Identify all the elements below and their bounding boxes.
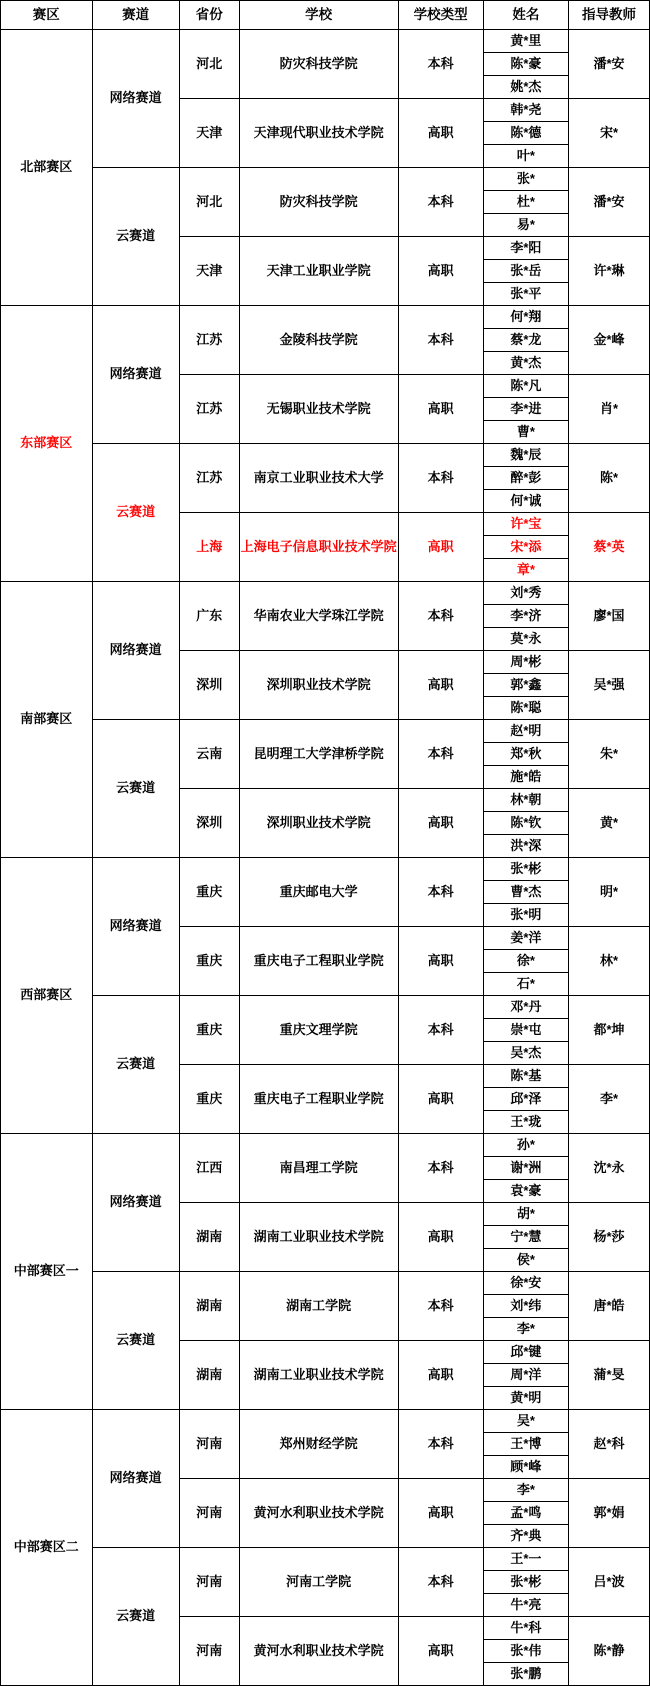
student-name-cell: 陈*德 [483, 122, 568, 145]
school-cell: 黄河水利职业技术学院 [239, 1479, 398, 1548]
school-cell: 湖南工业职业技术学院 [239, 1341, 398, 1410]
school-cell: 重庆邮电大学 [239, 858, 398, 927]
student-name-cell: 李* [483, 1479, 568, 1502]
school-type-cell: 本科 [398, 444, 483, 513]
school-cell: 重庆电子工程职业学院 [239, 1065, 398, 1134]
student-name-cell: 李*阳 [483, 237, 568, 260]
teacher-cell: 金*峰 [568, 306, 649, 375]
student-name-cell: 黄*明 [483, 1387, 568, 1410]
student-name-cell: 陈*聪 [483, 697, 568, 720]
teacher-cell: 许*琳 [568, 237, 649, 306]
student-name-cell: 顾*峰 [483, 1456, 568, 1479]
student-name-cell: 胡* [483, 1203, 568, 1226]
province-cell: 重庆 [179, 858, 239, 927]
school-cell: 天津工业职业学院 [239, 237, 398, 306]
province-cell: 河南 [179, 1548, 239, 1617]
track-cell: 云赛道 [92, 720, 179, 858]
student-name-cell: 洪*深 [483, 835, 568, 858]
student-name-cell: 陈*基 [483, 1065, 568, 1088]
track-cell: 云赛道 [92, 1272, 179, 1410]
student-name-cell: 王*一 [483, 1548, 568, 1571]
student-name-cell: 张*彬 [483, 1571, 568, 1594]
school-cell: 上海电子信息职业技术学院 [239, 513, 398, 582]
student-name-cell: 章* [483, 559, 568, 582]
student-name-cell: 谢*洲 [483, 1157, 568, 1180]
school-type-cell: 高职 [398, 1617, 483, 1686]
teacher-cell: 朱* [568, 720, 649, 789]
student-name-cell: 醉*彭 [483, 467, 568, 490]
school-type-cell: 本科 [398, 582, 483, 651]
column-header-teacher: 指导教师 [568, 1, 649, 30]
province-cell: 天津 [179, 237, 239, 306]
student-name-cell: 徐*安 [483, 1272, 568, 1295]
region-cell: 中部赛区二 [1, 1410, 93, 1686]
student-name-cell: 林*朝 [483, 789, 568, 812]
province-cell: 深圳 [179, 789, 239, 858]
student-name-cell: 叶* [483, 145, 568, 168]
school-cell: 南昌理工学院 [239, 1134, 398, 1203]
table-row [1, 1272, 650, 1295]
track-cell: 网络赛道 [92, 1134, 179, 1272]
table-row [1, 306, 650, 329]
student-name-cell: 张*伟 [483, 1640, 568, 1663]
track-cell: 网络赛道 [92, 858, 179, 996]
teacher-cell: 赵*科 [568, 1410, 649, 1479]
school-cell: 湖南工业职业技术学院 [239, 1203, 398, 1272]
province-cell: 深圳 [179, 651, 239, 720]
table-row [1, 1410, 650, 1433]
student-name-cell: 赵*明 [483, 720, 568, 743]
track-cell: 云赛道 [92, 444, 179, 582]
province-cell: 江西 [179, 1134, 239, 1203]
teacher-cell: 杨*莎 [568, 1203, 649, 1272]
table-body [1, 30, 650, 1686]
student-name-cell: 姜*洋 [483, 927, 568, 950]
province-cell: 河南 [179, 1479, 239, 1548]
track-cell: 网络赛道 [92, 1410, 179, 1548]
school-cell: 天津现代职业技术学院 [239, 99, 398, 168]
column-header-province: 省份 [179, 1, 239, 30]
student-name-cell: 陈*钦 [483, 812, 568, 835]
school-cell: 重庆文理学院 [239, 996, 398, 1065]
teacher-cell: 蔡*英 [568, 513, 649, 582]
table-header-row [1, 1, 650, 30]
column-header-name: 姓名 [483, 1, 568, 30]
student-name-cell: 张*明 [483, 904, 568, 927]
school-type-cell: 高职 [398, 375, 483, 444]
school-cell: 金陵科技学院 [239, 306, 398, 375]
teacher-cell: 潘*安 [568, 30, 649, 99]
teacher-cell: 吴*强 [568, 651, 649, 720]
province-cell: 江苏 [179, 444, 239, 513]
student-name-cell: 黄*里 [483, 30, 568, 53]
track-cell: 云赛道 [92, 168, 179, 306]
region-cell: 东部赛区 [1, 306, 93, 582]
school-type-cell: 高职 [398, 237, 483, 306]
school-type-cell: 高职 [398, 1203, 483, 1272]
school-type-cell: 高职 [398, 1341, 483, 1410]
student-name-cell: 易* [483, 214, 568, 237]
province-cell: 重庆 [179, 1065, 239, 1134]
teacher-cell: 肖* [568, 375, 649, 444]
school-cell: 防灾科技学院 [239, 168, 398, 237]
student-name-cell: 刘*纬 [483, 1295, 568, 1318]
school-type-cell: 高职 [398, 789, 483, 858]
province-cell: 天津 [179, 99, 239, 168]
school-cell: 湖南工学院 [239, 1272, 398, 1341]
table-row [1, 720, 650, 743]
student-name-cell: 宋*添 [483, 536, 568, 559]
teacher-cell: 沈*永 [568, 1134, 649, 1203]
track-cell: 网络赛道 [92, 582, 179, 720]
province-cell: 重庆 [179, 927, 239, 996]
student-name-cell: 张*鹏 [483, 1663, 568, 1686]
school-cell: 郑州财经学院 [239, 1410, 398, 1479]
region-cell: 北部赛区 [1, 30, 93, 306]
student-name-cell: 何*诚 [483, 490, 568, 513]
teacher-cell: 唐*皓 [568, 1272, 649, 1341]
student-name-cell: 张*平 [483, 283, 568, 306]
table-row [1, 1134, 650, 1157]
school-cell: 深圳职业技术学院 [239, 789, 398, 858]
table-row [1, 444, 650, 467]
province-cell: 湖南 [179, 1272, 239, 1341]
student-name-cell: 蔡*龙 [483, 329, 568, 352]
school-cell: 深圳职业技术学院 [239, 651, 398, 720]
student-name-cell: 李*济 [483, 605, 568, 628]
student-name-cell: 陈*凡 [483, 375, 568, 398]
table-row [1, 858, 650, 881]
province-cell: 江苏 [179, 306, 239, 375]
region-cell: 南部赛区 [1, 582, 93, 858]
student-name-cell: 许*宝 [483, 513, 568, 536]
teacher-cell: 郭*娟 [568, 1479, 649, 1548]
student-name-cell: 张*岳 [483, 260, 568, 283]
province-cell: 重庆 [179, 996, 239, 1065]
teacher-cell: 林* [568, 927, 649, 996]
track-cell: 网络赛道 [92, 306, 179, 444]
table-row [1, 996, 650, 1019]
student-name-cell: 魏*辰 [483, 444, 568, 467]
province-cell: 河南 [179, 1617, 239, 1686]
school-type-cell: 本科 [398, 306, 483, 375]
student-name-cell: 吴*杰 [483, 1042, 568, 1065]
student-name-cell: 莫*永 [483, 628, 568, 651]
student-name-cell: 邓*丹 [483, 996, 568, 1019]
province-cell: 云南 [179, 720, 239, 789]
province-cell: 上海 [179, 513, 239, 582]
student-name-cell: 李*进 [483, 398, 568, 421]
track-cell: 云赛道 [92, 996, 179, 1134]
column-header-region: 赛区 [1, 1, 93, 30]
student-name-cell: 齐*典 [483, 1525, 568, 1548]
school-type-cell: 本科 [398, 1548, 483, 1617]
student-name-cell: 崇*屯 [483, 1019, 568, 1042]
teacher-cell: 李* [568, 1065, 649, 1134]
school-cell: 南京工业职业技术大学 [239, 444, 398, 513]
student-name-cell: 牛*亮 [483, 1594, 568, 1617]
student-name-cell: 侯* [483, 1249, 568, 1272]
school-type-cell: 本科 [398, 1134, 483, 1203]
province-cell: 河北 [179, 30, 239, 99]
school-type-cell: 高职 [398, 1065, 483, 1134]
student-name-cell: 韩*尧 [483, 99, 568, 122]
teacher-cell: 蒲*旻 [568, 1341, 649, 1410]
student-name-cell: 王*博 [483, 1433, 568, 1456]
table-row [1, 168, 650, 191]
student-name-cell: 郑*秋 [483, 743, 568, 766]
region-cell: 中部赛区一 [1, 1134, 93, 1410]
school-type-cell: 本科 [398, 720, 483, 789]
student-name-cell: 邱*键 [483, 1341, 568, 1364]
teacher-cell: 吕*波 [568, 1548, 649, 1617]
province-cell: 河南 [179, 1410, 239, 1479]
table-row [1, 582, 650, 605]
school-cell: 黄河水利职业技术学院 [239, 1617, 398, 1686]
school-cell: 无锡职业技术学院 [239, 375, 398, 444]
province-cell: 湖南 [179, 1341, 239, 1410]
student-name-cell: 石* [483, 973, 568, 996]
teacher-cell: 黄* [568, 789, 649, 858]
student-name-cell: 王*珑 [483, 1111, 568, 1134]
track-cell: 网络赛道 [92, 30, 179, 168]
student-name-cell: 曹*杰 [483, 881, 568, 904]
track-cell: 云赛道 [92, 1548, 179, 1686]
region-cell: 西部赛区 [1, 858, 93, 1134]
student-name-cell: 周*彬 [483, 651, 568, 674]
student-name-cell: 何*翔 [483, 306, 568, 329]
student-name-cell: 张* [483, 168, 568, 191]
teacher-cell: 陈* [568, 444, 649, 513]
school-cell: 防灾科技学院 [239, 30, 398, 99]
student-name-cell: 黄*杰 [483, 352, 568, 375]
province-cell: 江苏 [179, 375, 239, 444]
student-name-cell: 刘*秀 [483, 582, 568, 605]
student-name-cell: 杜* [483, 191, 568, 214]
table-row [1, 30, 650, 53]
school-type-cell: 本科 [398, 1272, 483, 1341]
province-cell: 广东 [179, 582, 239, 651]
school-type-cell: 本科 [398, 30, 483, 99]
school-type-cell: 本科 [398, 168, 483, 237]
student-name-cell: 牛*科 [483, 1617, 568, 1640]
student-name-cell: 郭*鑫 [483, 674, 568, 697]
teacher-cell: 陈*静 [568, 1617, 649, 1686]
school-type-cell: 高职 [398, 99, 483, 168]
school-type-cell: 本科 [398, 858, 483, 927]
teacher-cell: 潘*安 [568, 168, 649, 237]
school-cell: 华南农业大学珠江学院 [239, 582, 398, 651]
student-name-cell: 姚*杰 [483, 76, 568, 99]
column-header-school-type: 学校类型 [398, 1, 483, 30]
school-type-cell: 本科 [398, 1410, 483, 1479]
student-name-cell: 施*皓 [483, 766, 568, 789]
teacher-cell: 明* [568, 858, 649, 927]
school-type-cell: 高职 [398, 651, 483, 720]
school-type-cell: 高职 [398, 927, 483, 996]
student-name-cell: 邱*泽 [483, 1088, 568, 1111]
student-name-cell: 吴* [483, 1410, 568, 1433]
student-name-cell: 张*彬 [483, 858, 568, 881]
student-name-cell: 周*洋 [483, 1364, 568, 1387]
school-cell: 昆明理工大学津桥学院 [239, 720, 398, 789]
teacher-cell: 廖*国 [568, 582, 649, 651]
teacher-cell: 宋* [568, 99, 649, 168]
school-type-cell: 高职 [398, 1479, 483, 1548]
student-name-cell: 曹* [483, 421, 568, 444]
student-name-cell: 袁*豪 [483, 1180, 568, 1203]
student-name-cell: 陈*豪 [483, 53, 568, 76]
province-cell: 河北 [179, 168, 239, 237]
student-name-cell: 徐* [483, 950, 568, 973]
teacher-cell: 都*坤 [568, 996, 649, 1065]
column-header-track: 赛道 [92, 1, 179, 30]
school-type-cell: 高职 [398, 513, 483, 582]
student-name-cell: 孙* [483, 1134, 568, 1157]
student-name-cell: 宁*慧 [483, 1226, 568, 1249]
province-cell: 湖南 [179, 1203, 239, 1272]
table-row [1, 1548, 650, 1571]
school-cell: 河南工学院 [239, 1548, 398, 1617]
student-name-cell: 李* [483, 1318, 568, 1341]
school-type-cell: 本科 [398, 996, 483, 1065]
student-name-cell: 孟*鸣 [483, 1502, 568, 1525]
column-header-school: 学校 [239, 1, 398, 30]
school-cell: 重庆电子工程职业学院 [239, 927, 398, 996]
